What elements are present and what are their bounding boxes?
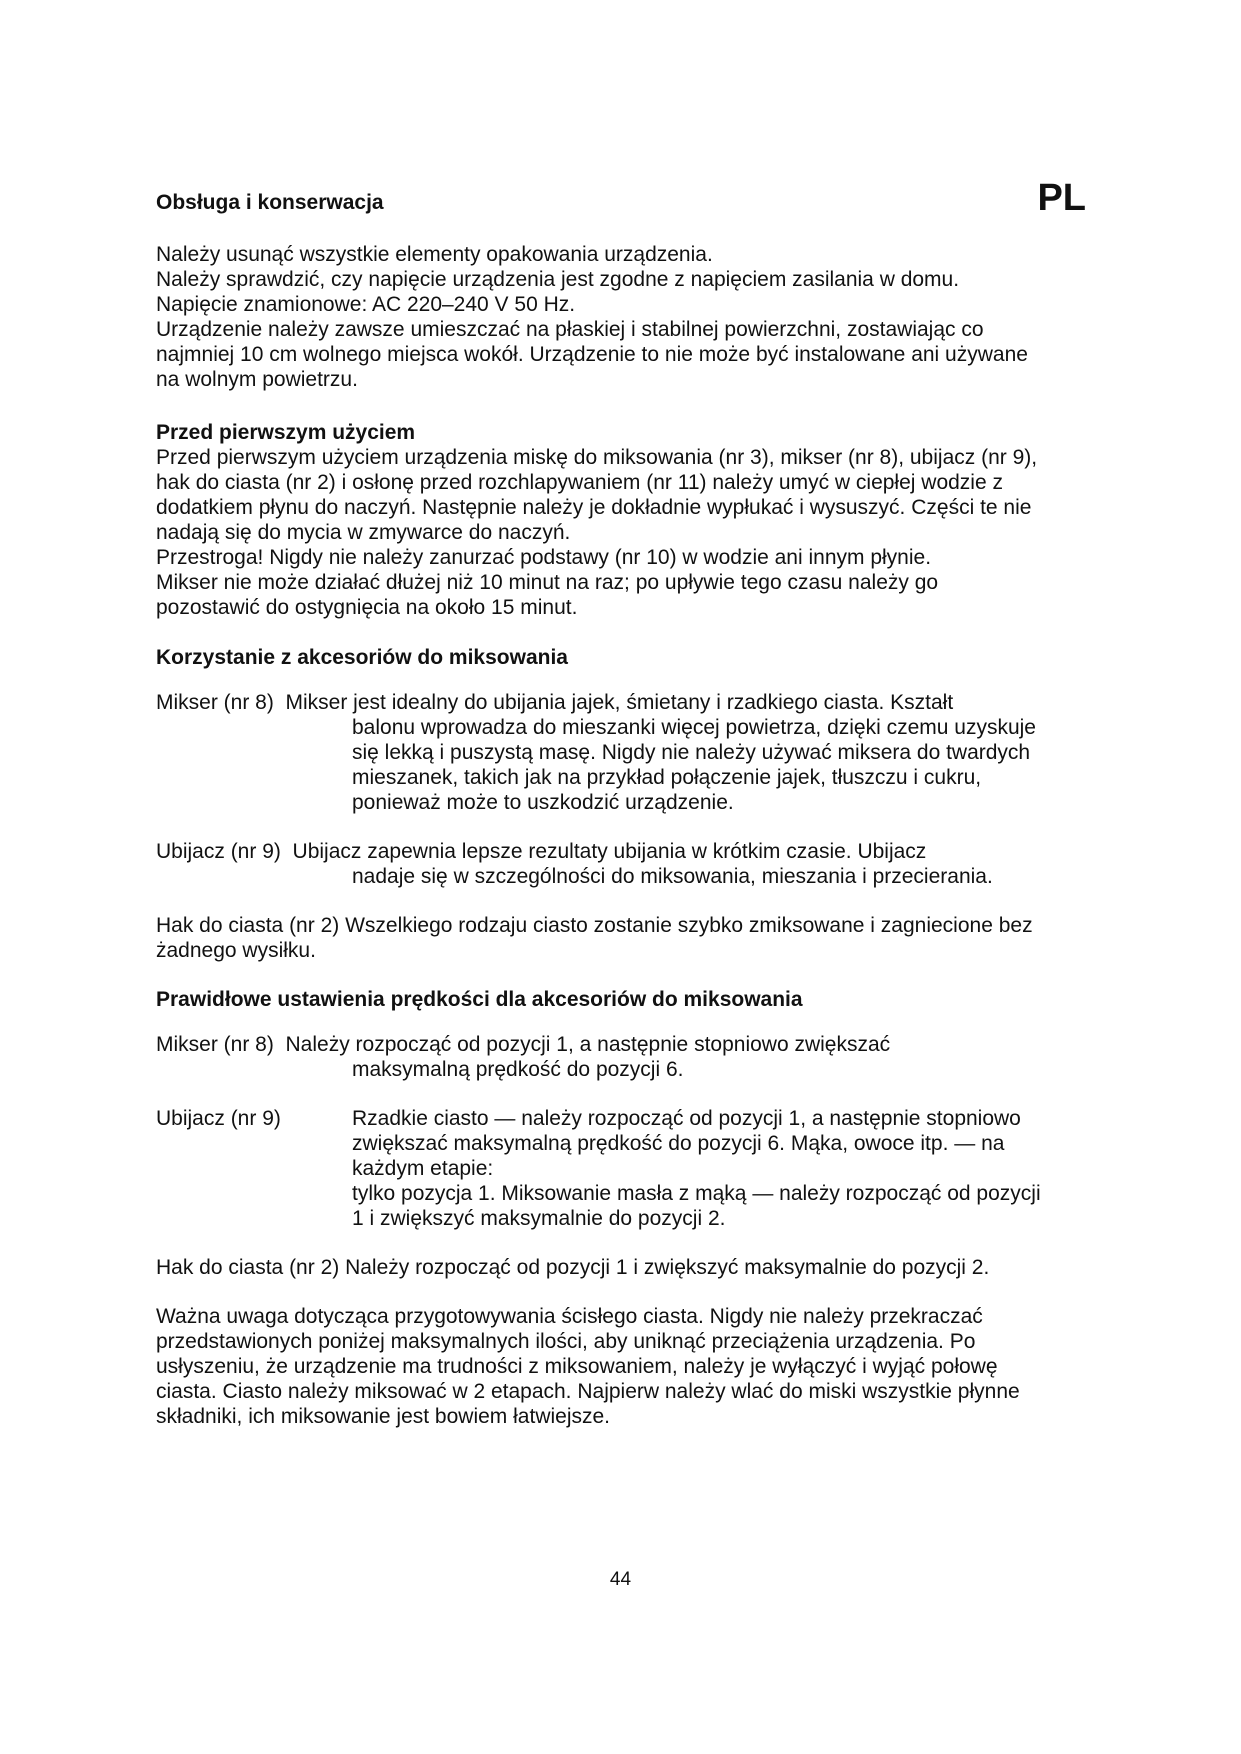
- entry-text: Należy rozpocząć od pozycji 1, a następnie stopniowo zwiększać: [285, 1033, 891, 1056]
- first-use-line: nadają się do mycia w zmywarce do naczyń.: [156, 521, 571, 544]
- first-use-heading: Przed pierwszym użyciem: [156, 421, 416, 444]
- entry-line: tylko pozycja 1. Miksowanie masła z mąką — należy rozpocząć od pozycji: [352, 1182, 1041, 1205]
- entry-line: Hak do ciasta (nr 2) Wszelkiego rodzaju ciasto zostanie szybko zmiksowane i zagniecione bez: [156, 914, 1033, 937]
- accessory-dough-hook-entry: [156, 913, 1096, 963]
- entry-first-line: [156, 690, 1096, 715]
- entry-label: Ubijacz (nr 9): [156, 1107, 281, 1130]
- note-paragraph: [156, 1304, 1096, 1429]
- entry-cont-line: nadaje się w szczególności do miksowania, mieszania i przecierania.: [352, 865, 993, 888]
- first-use-line: dodatkiem płynu do naczyń. Następnie należy je dokładnie wypłukać i wysuszyć. Części te nie: [156, 496, 1032, 519]
- intro-line: Urządzenie należy zawsze umieszczać na płaskiej i stabilnej powierzchni, zostawiając co: [156, 318, 984, 341]
- page-title: Obsługa i konserwacja: [156, 191, 384, 214]
- intro-line: na wolnym powietrzu.: [156, 368, 358, 391]
- entry-label: Ubijacz (nr 9): [156, 840, 281, 863]
- entry-line: Rzadkie ciasto — należy rozpocząć od pozycji 1, a następnie stopniowo: [352, 1107, 1021, 1130]
- accessories-heading: Korzystanie z akcesoriów do miksowania: [156, 646, 568, 669]
- intro-line: najmniej 10 cm wolnego miejsca wokół. Urządzenie to nie może być instalowane ani używane: [156, 343, 1028, 366]
- first-use-paragraph: [156, 445, 1096, 620]
- entry-label: Mikser (nr 8): [156, 691, 274, 714]
- entry-line: zwiększać maksymalną prędkość do pozycji 6. Mąka, owoce itp. — na: [352, 1132, 1005, 1155]
- entry-text: Ubijacz zapewnia lepsze rezultaty ubijania w krótkim czasie. Ubijacz: [292, 840, 927, 863]
- entry-cont-line: maksymalną prędkość do pozycji 6.: [352, 1058, 684, 1081]
- entry-line: 1 i zwiększyć maksymalnie do pozycji 2.: [352, 1207, 726, 1230]
- note-line: składniki, ich miksowanie jest bowiem łatwiejsze.: [156, 1405, 611, 1428]
- entry-cont-line: ponieważ może to uszkodzić urządzenie.: [352, 791, 734, 814]
- first-use-line: Mikser nie może działać dłużej niż 10 minut na raz; po upływie tego czasu należy go: [156, 571, 939, 594]
- first-use-line: Przed pierwszym użyciem urządzenia miskę do miksowania (nr 3), mikser (nr 8), ubijacz (nr 9),: [156, 446, 1038, 469]
- first-use-line: pozostawić do ostygnięcia na około 15 minut.: [156, 596, 578, 619]
- entry-cont-line: się lekką i puszystą masę. Nigdy nie należy używać miksera do twardych: [352, 741, 1031, 764]
- speed-heading: Prawidłowe ustawienia prędkości dla akcesoriów do miksowania: [156, 988, 803, 1011]
- document-body: [156, 242, 1096, 1429]
- intro-line: Należy usunąć wszystkie elementy opakowania urządzenia.: [156, 243, 713, 266]
- accessory-beater-entry: [156, 839, 1096, 889]
- entry-cont-line: balonu wprowadza do mieszanki więcej powietrza, dzięki czemu uzyskuje: [352, 716, 1036, 739]
- intro-line: Należy sprawdzić, czy napięcie urządzenia jest zgodne z napięciem zasilania w domu.: [156, 268, 960, 291]
- accessory-mixer-entry: [156, 690, 1096, 815]
- note-line: usłyszeniu, że urządzenie ma trudności z miksowaniem, należy je wyłączyć i wyjąć połowę: [156, 1355, 998, 1378]
- entry-line: każdym etapie:: [352, 1157, 494, 1180]
- language-code: PL: [1037, 177, 1086, 219]
- first-use-line: Przestroga! Nigdy nie należy zanurzać podstawy (nr 10) w wodzie ani innym płynie.: [156, 546, 932, 569]
- speed-dough-hook-entry: [156, 1255, 1096, 1280]
- entry-first-line: [156, 1032, 1096, 1057]
- entry-first-line: [156, 839, 1096, 864]
- speed-beater-entry: [156, 1106, 1096, 1231]
- entry-label: Mikser (nr 8): [156, 1033, 274, 1056]
- speed-mixer-entry: [156, 1032, 1096, 1082]
- intro-paragraph: [156, 242, 1096, 392]
- page-header: [156, 176, 1086, 222]
- entry-line: Hak do ciasta (nr 2) Należy rozpocząć od pozycji 1 i zwiększyć maksymalnie do pozycji 2.: [156, 1256, 990, 1279]
- first-use-line: hak do ciasta (nr 2) i osłonę przed rozchlapywaniem (nr 11) należy umyć w ciepłej wodzie z: [156, 471, 1003, 494]
- intro-line: Napięcie znamionowe: AC 220–240 V 50 Hz.: [156, 293, 576, 316]
- note-line: przedstawionych poniżej maksymalnych ilości, aby uniknąć przeciążenia urządzenia. Po: [156, 1330, 976, 1353]
- page-number: 44: [609, 1569, 632, 1590]
- note-line: Ważna uwaga dotycząca przygotowywania ścisłego ciasta. Nigdy nie należy przekraczać: [156, 1305, 983, 1328]
- entry-cont-line: mieszanek, takich jak na przykład połączenie jajek, tłuszczu i cukru,: [352, 766, 982, 789]
- entry-text: Mikser jest idealny do ubijania jajek, śmietany i rzadkiego ciasta. Kształt: [285, 691, 954, 714]
- entry-line: żadnego wysiłku.: [156, 939, 316, 962]
- note-line: ciasta. Ciasto należy miksować w 2 etapach. Najpierw należy wlać do miski wszystkie płynne: [156, 1380, 1020, 1403]
- entry-body: [352, 1106, 1096, 1231]
